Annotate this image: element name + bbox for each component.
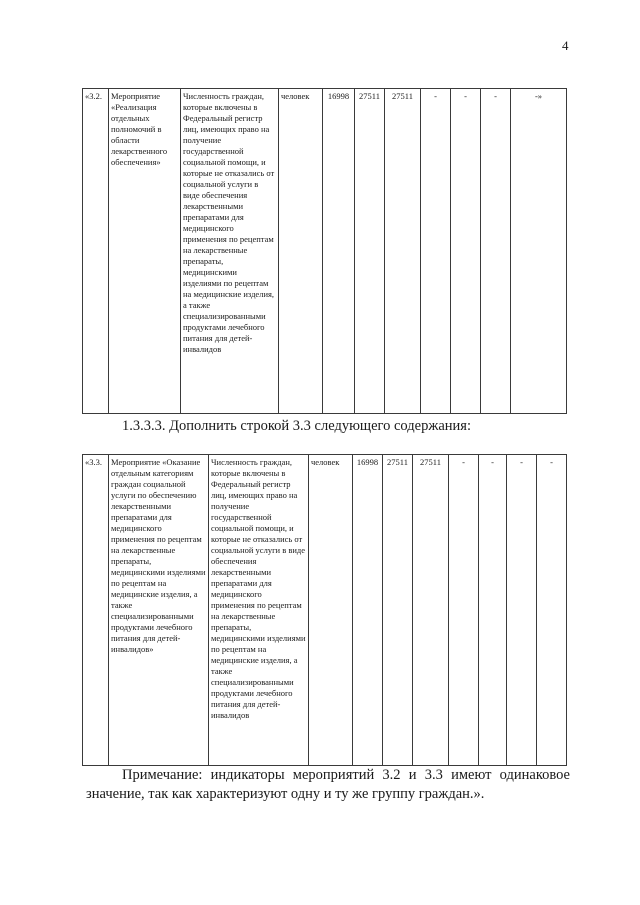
value-cell-7: -» [511,89,567,414]
value-cell-2: 27511 [383,455,413,766]
indicator-cell: Численность граждан, которые включены в Федеральный регистр лиц, имеющих право на получение государственной социальной помощи, и которые не отказались от социальной услуги в виде обеспечения лекарственными препаратами для медицинского применения по рецептам на лекарственные препараты, медицинскими изделиями по рецептам на медицинские изделия, а также специализированными продуктами лечебного питания для детей-инвалидов [209,455,309,766]
unit-cell: человек [309,455,353,766]
value-cell-5: - [479,455,507,766]
value-cell-4: - [421,89,451,414]
event-name-cell: Мероприятие «Оказание отдельным категориям граждан социальной услуги по обеспечению лекарственными препаратами для медицинского применения по рецептам на лекарственные препараты, медицинскими изделиями по рецептам на медицинские изделия, а также специализированными продуктами лечебного питания для детей-инвалидов» [109,455,209,766]
row-number-cell: «3.2. [83,89,109,414]
program-table-row-3-2 [82,88,567,414]
note-line-1: Примечание: индикаторы мероприятий 3.2 и 3.3 имеют одинаковое [122,767,570,783]
value-cell-2: 27511 [355,89,385,414]
value-cell-1: 16998 [323,89,355,414]
page-number: 4 [562,38,569,53]
value-cell-1: 16998 [353,455,383,766]
value-cell-5: - [451,89,481,414]
event-name-cell: Мероприятие «Реализация отдельных полномочий в области лекарственного обеспечения» [109,89,181,414]
value-cell-4: - [449,455,479,766]
value-cell-6: - [507,455,537,766]
unit-cell: человек [279,89,323,414]
row-number-cell: «3.3. [83,455,109,766]
program-table-row-3-3 [82,454,567,766]
note-paragraph [86,766,570,804]
value-cell-6: - [481,89,511,414]
value-cell-3: 27511 [385,89,421,414]
amendment-heading: 1.3.3.3. Дополнить строкой 3.3 следующего содержания: [122,418,471,434]
indicator-cell: Численность граждан, которые включены в Федеральный регистр лиц, имеющих право на получение государственной социальной помощи, и которые не отказались от социальной услуги в виде обеспечения лекарственными препаратами для медицинского применения по рецептам на лекарственные препараты, медицинскими изделиями по рецептам на медицинские изделия, а также специализированными продуктами лечебного питания для детей-инвалидов [181,89,279,414]
value-cell-3: 27511 [413,455,449,766]
note-line-2: значение, так как характеризуют одну и ту же группу граждан.». [86,786,485,802]
value-cell-7: - [537,455,567,766]
